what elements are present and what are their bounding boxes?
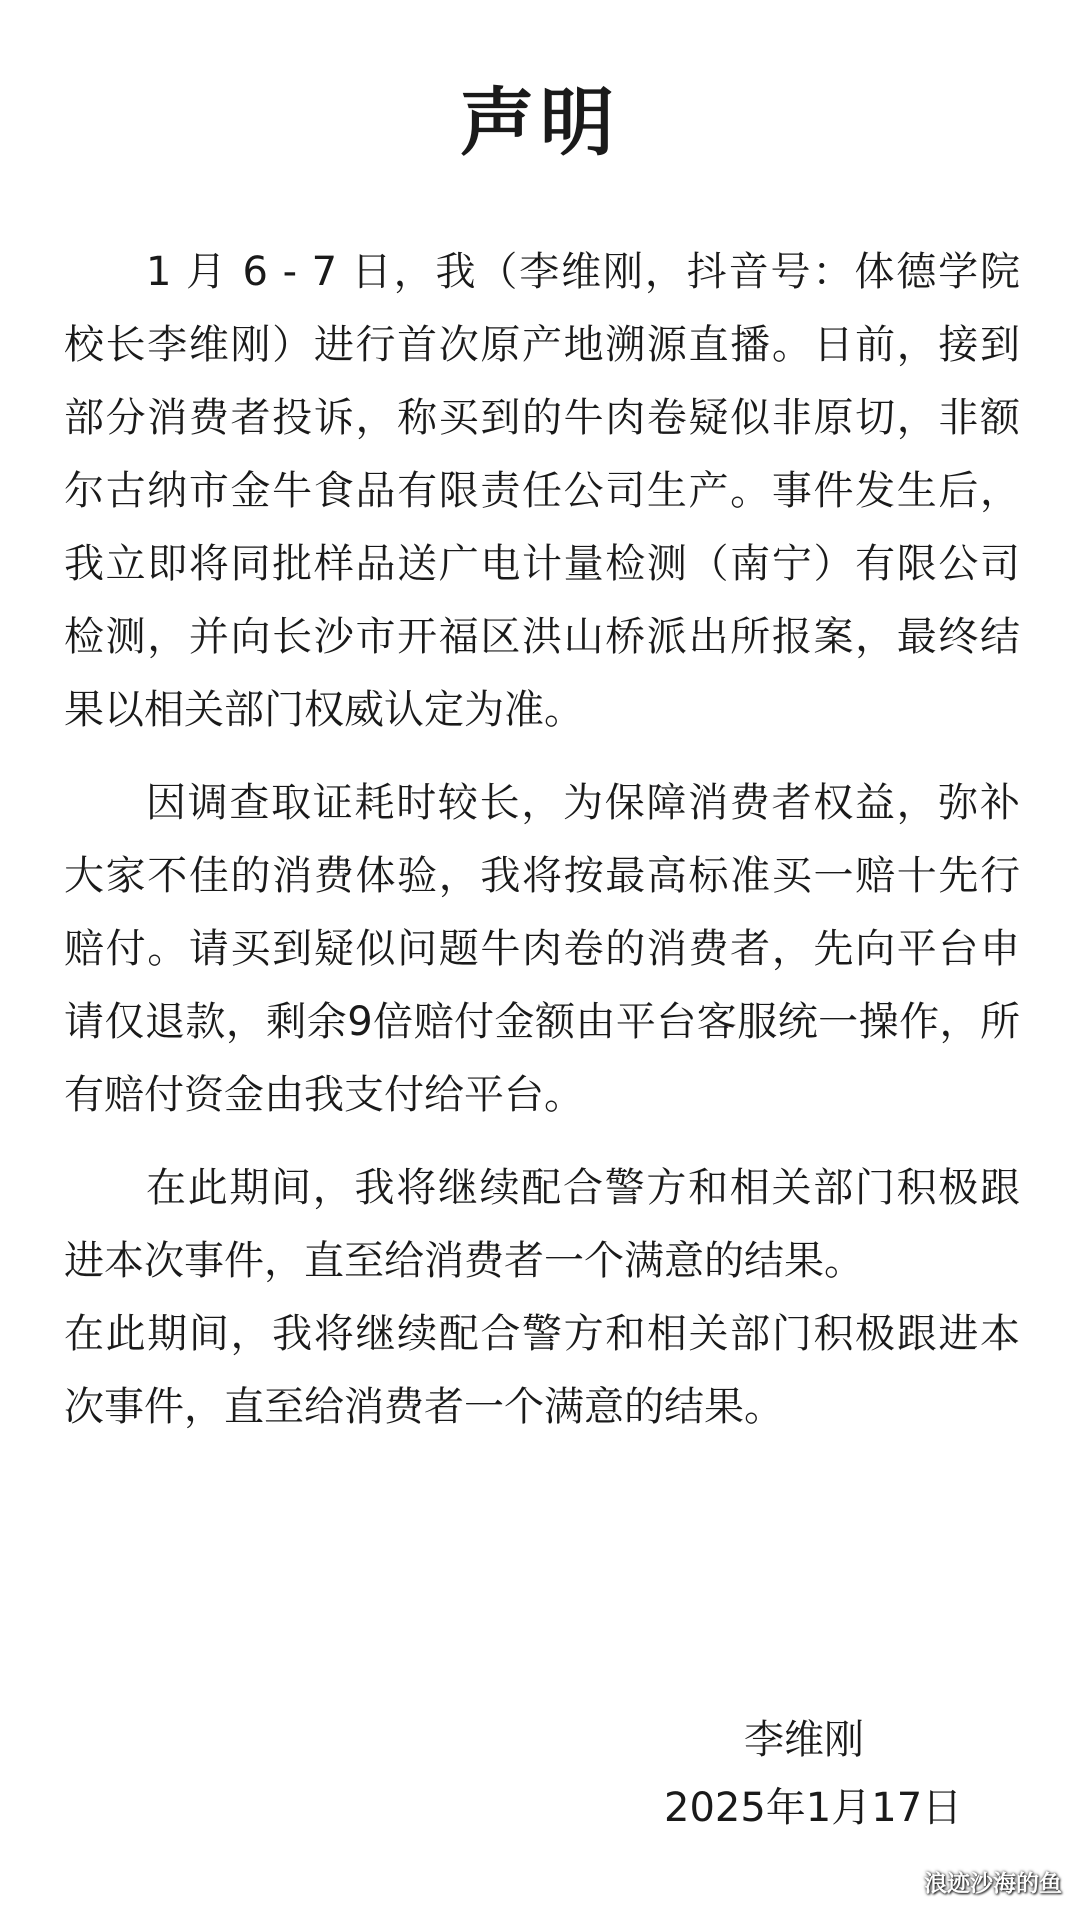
paragraph-followup: 在此期间，我将继续配合警方和相关部门积极跟进本次事件，直至给消费者一个满意的结果。 <box>64 1165 1020 1284</box>
signature-date: 2025年1月17日 <box>664 1785 963 1831</box>
paragraph-incident: 1 月 6 - 7 日，我（李维刚，抖音号：体德学院校长李维刚）进行首次原产地溯源直播。日前，接到部分消费者投诉，称买到的牛肉卷疑似非原切，非额尔古纳市金牛食品有限责任公司生产。事件发生后，我立即将同批样品送广电计量检测（南宁）有限公司检测，并向长沙市开福区洪山桥派出所报案，最终结果以相关部门权威认定为准。 <box>64 249 1020 733</box>
paragraph-followup-duplicate: 在此期间，我将继续配合警方和相关部门积极跟进本次事件，直至给消费者一个满意的结果。 <box>64 1311 1020 1430</box>
watermark-text: 浪迹沙海的鱼 <box>924 1871 1062 1897</box>
document-body <box>64 236 1020 1444</box>
paragraph-compensation: 因调查取证耗时较长，为保障消费者权益，弥补大家不佳的消费体验，我将按最高标准买一赔十先行赔付。请买到疑似问题牛肉卷的消费者，先向平台申请仅退款，剩余9倍赔付金额由平台客服统一操作，所有赔付资金由我支付给平台。 <box>64 780 1020 1118</box>
document-title: 声明 <box>460 80 620 166</box>
signature-name: 李维刚 <box>744 1717 864 1763</box>
